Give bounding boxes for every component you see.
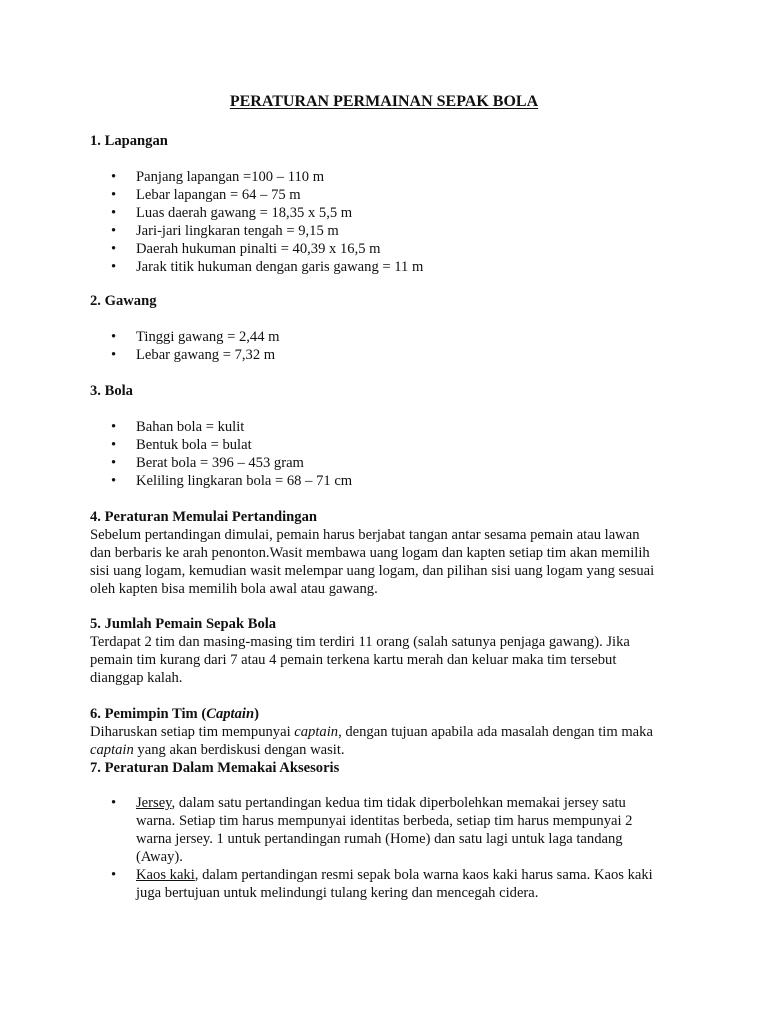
- emphasis-text: captain: [90, 742, 134, 758]
- section-pemimpin-tim: [90, 705, 690, 777]
- paragraph-line: dan berbaris ke arah penonton.Wasit membawa uang logam dan kapten setiap tim akan memilih: [90, 545, 650, 561]
- list-item: • Lebar gawang = 7,32 m: [90, 346, 690, 364]
- bullet-list: [90, 168, 690, 276]
- section-aksesoris-list: [90, 794, 690, 902]
- bullet-list: [90, 418, 690, 490]
- text-span: , dalam satu pertandingan kedua tim tidak diperbolehkan memakai jersey satu: [171, 795, 626, 811]
- text-span: , dalam pertandingan resmi sepak bola warna kaos kaki harus sama. Kaos kaki: [194, 867, 653, 883]
- section-heading-aksesoris: 7. Peraturan Dalam Memakai Aksesoris: [90, 760, 340, 776]
- list-item: • Bahan bola = kulit: [90, 418, 690, 436]
- list-item: • Bentuk bola = bulat: [90, 436, 690, 454]
- item-line: warna jersey. 1 untuk pertandingan rumah (Home) dan satu lagi untuk laga tandang: [136, 831, 623, 847]
- list-item: • Jarak titik hukuman dengan garis gawang = 11 m: [90, 258, 690, 276]
- paragraph-line: Terdapat 2 tim dan masing-masing tim terdiri 11 orang (salah satunya penjaga gawang). Jika: [90, 634, 630, 650]
- paragraph-line: oleh kapten bisa memilih bola awal atau gawang.: [90, 581, 378, 597]
- heading-text: 6. Pemimpin Tim (: [90, 706, 207, 722]
- list-item: • Jari-jari lingkaran tengah = 9,15 m: [90, 222, 690, 240]
- list-item-jersey: [90, 794, 690, 866]
- section-gawang: [90, 292, 690, 364]
- section-heading: 1. Lapangan: [90, 133, 168, 149]
- bullet-list: [90, 794, 690, 902]
- section-heading: [90, 705, 690, 723]
- text-span: yang akan berdiskusi dengan wasit.: [133, 742, 345, 758]
- list-item: • Daerah hukuman pinalti = 40,39 x 16,5 m: [90, 240, 690, 258]
- item-text: [136, 794, 671, 812]
- paragraph-line: [90, 741, 690, 759]
- section-bola: [90, 382, 690, 490]
- list-item: • Tinggi gawang = 2,44 m: [90, 328, 690, 346]
- list-item: • Luas daerah gawang = 18,35 x 5,5 m: [90, 204, 690, 222]
- list-item-kaos-kaki: [90, 866, 690, 902]
- list-item: • Berat bola = 396 – 453 gram: [90, 454, 690, 472]
- paragraph-line: [90, 723, 690, 741]
- text-span: , dengan tujuan apabila ada masalah dengan tim maka: [338, 724, 653, 740]
- heading-emphasis: Captain: [206, 706, 255, 722]
- section-heading: 3. Bola: [90, 383, 133, 399]
- text-span: Diharuskan setiap tim mempunyai: [90, 724, 295, 740]
- item-text: [136, 866, 690, 884]
- item-term: Kaos kaki: [136, 867, 195, 883]
- item-line: (Away).: [136, 849, 183, 865]
- paragraph-line: sisi uang logam, kemudian wasit melempar uang logam, dan pilihan sisi uang logam yang sesuai: [90, 563, 655, 579]
- section-heading: 2. Gawang: [90, 293, 157, 309]
- section-lapangan: [90, 132, 690, 276]
- heading-text: ): [254, 706, 259, 722]
- section-memulai-pertandingan: [90, 508, 690, 598]
- list-item: • Panjang lapangan =100 – 110 m: [90, 168, 690, 186]
- section-heading: 5. Jumlah Pemain Sepak Bola: [90, 616, 277, 632]
- paragraph-line: Sebelum pertandingan dimulai, pemain harus berjabat tangan antar sesama pemain atau lawan: [90, 527, 640, 543]
- list-item: • Keliling lingkaran bola = 68 – 71 cm: [90, 472, 690, 490]
- list-item: • Lebar lapangan = 64 – 75 m: [90, 186, 690, 204]
- document-title: PERATURAN PERMAINAN SEPAK BOLA: [229, 93, 539, 110]
- item-line: juga bertujuan untuk melindungi tulang kering dan mencegah cidera.: [136, 885, 539, 901]
- paragraph-line: pemain tim kurang dari 7 atau 4 pemain terkena kartu merah dan keluar maka tim tersebut: [90, 652, 617, 668]
- item-term: Jersey: [136, 795, 172, 811]
- item-line: warna. Setiap tim harus mempunyai identitas berbeda, setiap tim harus mempunyai 2: [136, 813, 633, 829]
- emphasis-text: captain: [294, 724, 339, 740]
- section-heading: 4. Peraturan Memulai Pertandingan: [90, 509, 317, 525]
- bullet-list: [90, 328, 690, 364]
- paragraph-line: dianggap kalah.: [90, 670, 183, 686]
- section-jumlah-pemain: [90, 615, 690, 687]
